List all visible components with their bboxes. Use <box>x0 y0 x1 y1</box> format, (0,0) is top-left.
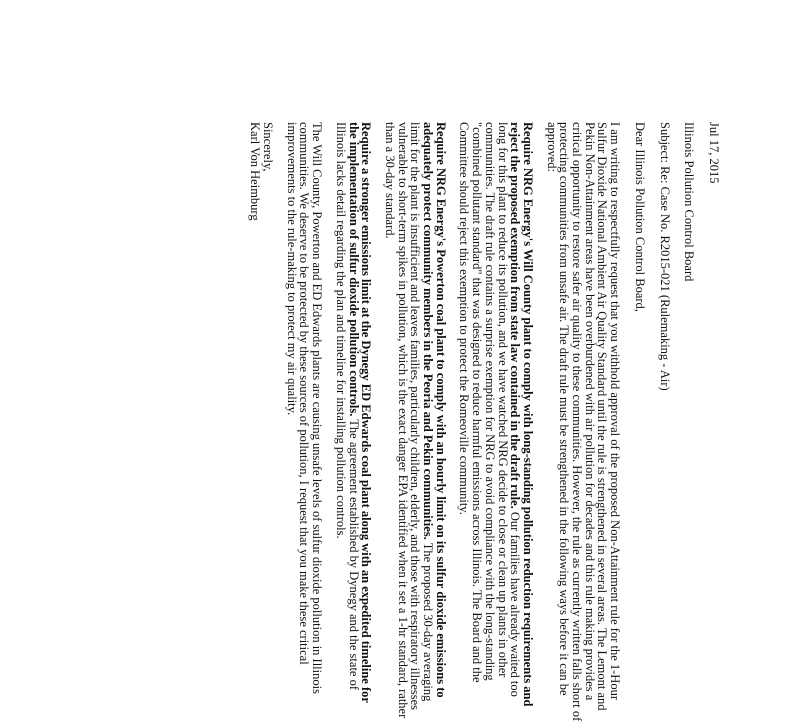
will-county-demand: Require NRG Energy's Will County plant to comply with long-standing pollution reduction requirements and reject the proposed exemption from state law contained in the draft rule. <box>508 122 535 707</box>
will-county-detail: Our families have already waited too long for this plant to reduce its pollution, and we have watched NRG decide to close or clean up plants in other communities. The draft rule contains a surprise exemption for NRG to avoid compliance with the long-standing "combined pollutant standard" that was designed to reduce harmful emissions across Illinois. The Board and the Committee should reject this exemption to protect the Romeoville community. <box>457 122 523 697</box>
powerton-demand: Require NRG Energy's Powerton coal plant to comply with an hourly limit on its sulfur dioxide emissions to adequately protect community members in the Peoria and Pekin communities. <box>421 122 448 698</box>
letter-salutation: Dear Illinois Pollution Control Board, <box>632 122 647 312</box>
letter-body <box>160 122 720 722</box>
ed-edwards-detail: The agreement established by Dynegy and the state of Illinois lacks detail regarding the plan and timeline for installing pollution controls. <box>333 122 361 690</box>
letter-signature: Karl Von Heimburg <box>248 122 263 221</box>
letter-date: Jul 17, 2015 <box>707 122 721 184</box>
ed-edwards-demand: Require a stronger emissions limit at the Dynegy ED Edwards coal plant along with an expedited timeline for the implementation of sulfur dioxide pollution controls. <box>346 122 374 703</box>
letter-addressee: Illinois Pollution Control Board <box>682 122 697 282</box>
letter-paragraph-intro: I am writing to respectfully request that you withhold approval of the proposed Non-Attainment rule for the 1-Hour Sulfur Dioxide National Ambient Air Quality Standard until the rule is strengthened in several areas. The Lemont and Pekin Non-Attainment areas have been overburdened with air pollution for decades and this rule making provides a critical opportunity to restore safer air quality to these communities. However, the rule as currently written falls short of protecting communities from unsafe air. The draft rule must be strengthened in the following ways before it can be approved: <box>544 122 623 722</box>
letter-closing: Sincerely, <box>261 122 276 172</box>
letter-paragraph-powerton <box>383 122 447 722</box>
powerton-detail: The proposed 30-day averaging limit for the plant is insufficient and leaves families, particularly children, elderly, and those with respiratory illnesses vulnerable to short-term spikes in pollution, which is the exact danger EPA identified when it set a 1-hr standard, rather than a 30-day standard. <box>382 122 436 719</box>
letter-paragraph-will-county <box>458 122 534 722</box>
letter-paragraph-conclusion: The Will County, Powerton and ED Edwards plants are causing unsafe levels of sulfur dioxide pollution in Illinois communities. We deserve to be protected by these sources of pollution, I request that you make these critical improvements to the rule-making to protect my air quality. <box>284 122 325 694</box>
letter-subject: Subject: Re: Case No. R2015-021 (Rulemaking - Air) <box>657 122 672 391</box>
letter-paragraph-ed-edwards <box>334 122 372 722</box>
